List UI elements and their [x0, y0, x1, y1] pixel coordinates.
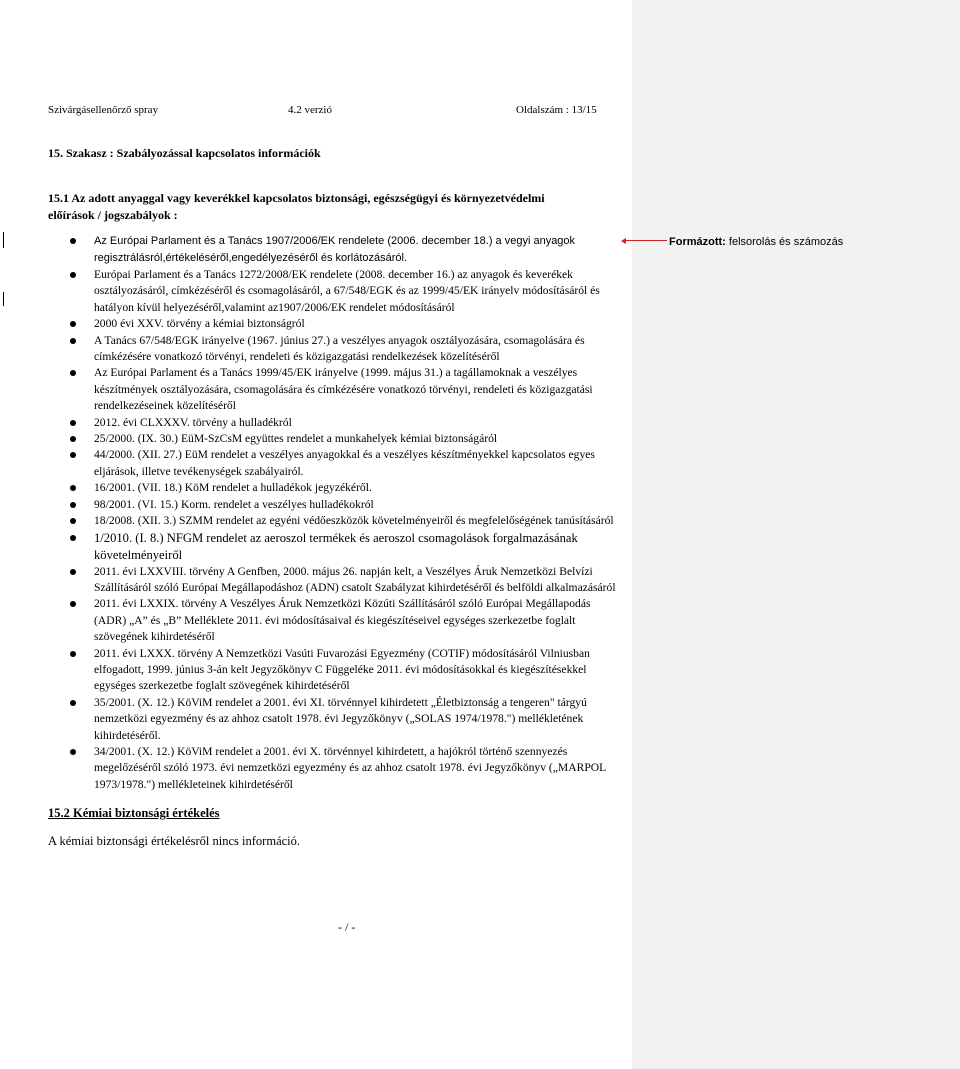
regulation-item	[0, 316, 632, 332]
regulation-text: 2011. évi LXXVIII. törvény A Genfben, 2000. május 26. napján kelt, a Veszélyes Áruk Nemzetközi Belvízi Szállításáról szóló Európai Megállapodáshoz (ADN) csatolt Szabályzat kihirdetéséről és belföldi alkalmazásáról	[94, 564, 616, 594]
regulation-text: Az Európai Parlament és a Tanács 1907/2006/EK rendelete (2006. december 18.) a vegyi anyagok regisztrálásról,értékeléséről,engedélyezéséről és korlátozásáról.	[94, 235, 576, 264]
bullet-icon	[70, 272, 76, 278]
regulation-text: Az Európai Parlament és a Tanács 1999/45/EK irányelve (1999. május 31.) a tagállamoknak a veszélyes készítmények osztályozására, csomagolására és címkézésére vonatkozó törvényi, rendeleti és közigazgatási rendelkezéseinek közelítéséről	[94, 366, 593, 413]
bullet-icon	[70, 338, 76, 344]
formatting-balloon-value: felsorolás és számozás	[728, 236, 844, 248]
comment-anchor-arrow-icon	[621, 238, 626, 244]
regulation-text: 16/2001. (VII. 18.) KöM rendelet a hulladékok jegyzékéről.	[94, 481, 372, 495]
page-footer: - / -	[338, 920, 356, 934]
header-product-name: Szivárgásellenőrző spray	[48, 104, 159, 116]
bullet-icon	[70, 601, 76, 607]
bullet-icon	[70, 700, 76, 706]
regulation-item	[0, 415, 632, 431]
assessment-text: A kémiai biztonsági értékelésről nincs információ.	[48, 834, 301, 848]
comment-connector-line	[625, 240, 667, 241]
regulation-item	[0, 744, 632, 793]
bullet-icon	[70, 420, 76, 426]
markup-pane	[632, 0, 960, 1069]
regulation-text: 2011. évi LXXIX. törvény A Veszélyes Áruk Nemzetközi Közúti Szállításáról szóló Európai Megállapodás (ADR) „A” és „B” Melléklete 2011. évi módosításaival és kiegészítéseivel egységes szerkezetbe foglalt szövegének kihirdetéséről	[94, 597, 591, 644]
bullet-icon	[70, 502, 76, 508]
regulation-item	[0, 431, 632, 447]
bullet-icon	[70, 518, 76, 524]
regulation-text: A Tanács 67/548/EGK irányelve (1967. június 27.) a veszélyes anyagok osztályozására, csomagolására és címkézésére vonatkozó törvényi, rendeleti és közigazgatási rendelkezések közelítéséről	[94, 333, 585, 364]
regulation-item	[0, 447, 632, 480]
bullet-icon	[70, 535, 76, 541]
bullet-icon	[70, 321, 76, 327]
section-title: 15. Szakasz : Szabályozással kapcsolatos információk	[48, 146, 321, 160]
bullet-icon	[70, 436, 76, 442]
bullet-icon	[70, 485, 76, 491]
bullet-icon	[70, 569, 76, 575]
formatting-balloon-label: Formázott:	[669, 236, 726, 248]
regulation-item	[0, 497, 632, 513]
regulation-text: 2000 évi XXV. törvény a kémiai biztonságról	[94, 317, 305, 331]
regulation-item	[0, 646, 632, 695]
regulation-item	[0, 530, 632, 564]
regulation-item	[0, 596, 632, 645]
regulation-text: 18/2008. (XII. 3.) SZMM rendelet az egyéni védőeszközök követelményeiről és megfelelőségének tanúsításáról	[94, 514, 614, 528]
regulation-text: 44/2000. (XII. 27.) EüM rendelet a veszélyes anyagokkal és a veszélyes készítményekkel kapcsolatos egyes eljárások, illetve tevékenységek szabályairól.	[94, 448, 595, 478]
regulation-item	[0, 564, 632, 597]
regulation-text: 35/2001. (X. 12.) KöViM rendelet a 2001. évi XI. törvénnyel kihirdetett „Életbiztonság a tengeren" tárgyú nemzetközi egyezmény és az ahhoz csatolt 1978. évi Jegyzőkönyv („SOLAS 1974/1978.") mellékletének kihirdetéséről.	[94, 695, 587, 742]
regulation-item	[0, 333, 632, 366]
regulation-text: Európai Parlament és a Tanács 1272/2008/EK rendelete (2008. december 16.) az anyagok és keverékek osztályozásáról, címkézéséről és csomagolásáról, a 67/548/EGK és az 1999/45/EK irányelv módosításáról és hatályon kívül helyezéséről,valamint az1907/2006/EK rendelet módosításáról	[94, 268, 600, 314]
regulation-item	[0, 480, 632, 496]
regulation-item	[0, 267, 632, 316]
regulation-text: 2012. évi CLXXXV. törvény a hulladékról	[94, 415, 292, 429]
regulation-item	[0, 233, 632, 267]
regulation-text: 34/2001. (X. 12.) KöViM rendelet a 2001. évi X. törvénnyel kihirdetett, a hajókról történő szennyezés megelőzéséről szóló 1973. évi nemzetközi egyezmény és az ahhoz csatolt 1978. évi Jegyzőkönyv („MARPOL 1973/1978.") mellékleteinek kihirdetéséről	[94, 744, 606, 791]
subsection-title: 15.1 Az adott anyaggal vagy keverékkel kapcsolatos biztonsági, egészségügyi és környezetvédelmi előírások / jogszabályok :	[48, 191, 545, 222]
bullet-icon	[70, 749, 76, 755]
regulation-text: 25/2000. (IX. 30.) EüM-SzCsM együttes rendelet a munkahelyek kémiai biztonságáról	[94, 432, 498, 446]
assessment-title: 15.2 Kémiai biztonsági értékelés	[48, 806, 220, 820]
bullet-icon	[70, 452, 76, 458]
regulation-item	[0, 365, 632, 414]
regulation-list	[0, 233, 632, 793]
regulation-item	[0, 513, 632, 529]
regulation-text: 2011. évi LXXX. törvény A Nemzetközi Vasúti Fuvarozási Egyezmény (COTIF) módosításáról Vilniusban elfogadott, 1999. június 3-án kelt Jegyzőkönyv C Függeléke 2011. évi módosításokkal és kiegészítésekkel egységes szerkezetbe foglalt szövegének kihirdetéséről	[94, 646, 590, 693]
header-page-number: Oldalszám : 13/15	[516, 104, 597, 116]
regulation-text: 1/2010. (I. 8.) NFGM rendelet az aeroszol termékek és aeroszol csomagolások forgalmazásának követelményeiről	[94, 530, 578, 562]
regulation-text: 98/2001. (VI. 15.) Korm. rendelet a veszélyes hulladékokról	[94, 497, 374, 511]
formatting-balloon[interactable]	[669, 236, 843, 248]
header-version: 4.2 verzió	[288, 104, 332, 116]
bullet-icon	[70, 651, 76, 657]
regulation-item	[0, 695, 632, 744]
bullet-icon	[70, 370, 76, 376]
bullet-icon	[70, 238, 76, 244]
